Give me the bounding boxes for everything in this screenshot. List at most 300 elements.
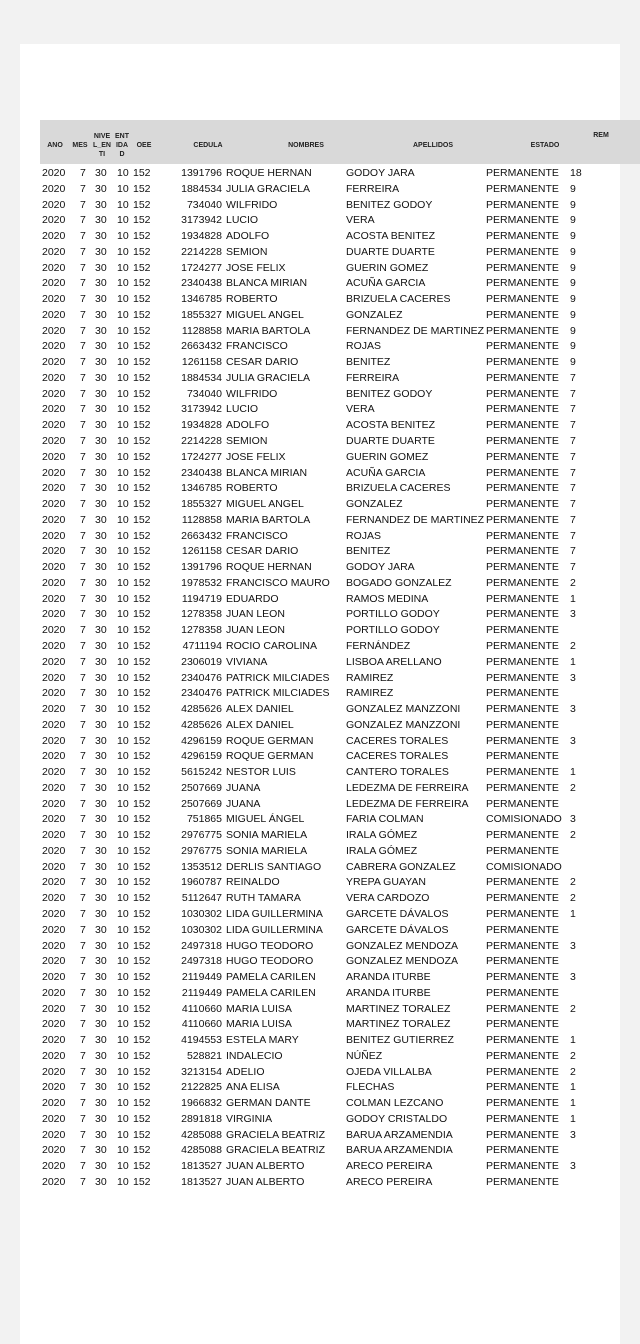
cell-rem: 9	[570, 230, 576, 243]
cell-nivel: 30	[95, 955, 107, 968]
cell-entidad: 10	[117, 734, 129, 747]
cell-nombres: LIDA GUILLERMINA	[226, 907, 323, 920]
cell-mes: 7	[80, 1065, 86, 1078]
cell-estado: PERMANENTE	[486, 1128, 559, 1141]
cell-rem: 9	[570, 214, 576, 227]
cell-nivel: 30	[95, 971, 107, 984]
cell-nombres: JUANA	[226, 797, 261, 810]
cell-estado: PERMANENTE	[486, 829, 559, 842]
cell-oee: 152	[133, 797, 151, 810]
cell-nombres: SEMION	[226, 435, 268, 448]
cell-rem: 3	[570, 703, 576, 716]
cell-cedula: 2119449	[181, 986, 222, 999]
cell-cedula: 1278358	[181, 608, 222, 621]
cell-mes: 7	[80, 939, 86, 952]
cell-nombres: JOSE FELIX	[226, 261, 286, 274]
cell-nombres: MIGUEL ÁNGEL	[226, 813, 305, 826]
cell-apellidos: CABRERA GONZALEZ	[346, 860, 456, 873]
cell-estado: PERMANENTE	[486, 766, 559, 779]
table-row	[40, 497, 640, 513]
table-row	[40, 1143, 640, 1159]
table-row	[40, 308, 640, 324]
cell-estado: PERMANENTE	[486, 1176, 559, 1188]
cell-estado: PERMANENTE	[486, 671, 559, 684]
cell-apellidos: GARCETE DÁVALOS	[346, 923, 449, 936]
header-rem: REM	[593, 132, 609, 139]
cell-mes: 7	[80, 876, 86, 889]
cell-apellidos: LISBOA ARELLANO	[346, 655, 442, 668]
cell-estado: PERMANENTE	[486, 545, 559, 558]
cell-ano: 2020	[42, 513, 66, 526]
cell-nombres: JUAN ALBERTO	[226, 1176, 305, 1188]
cell-entidad: 10	[117, 230, 129, 243]
cell-estado: PERMANENTE	[486, 356, 559, 369]
cell-entidad: 10	[117, 971, 129, 984]
cell-cedula: 1855327	[181, 498, 222, 511]
cell-oee: 152	[133, 592, 151, 605]
cell-rem: 2	[570, 876, 576, 889]
cell-entidad: 10	[117, 892, 129, 905]
cell-ano: 2020	[42, 545, 66, 558]
cell-oee: 152	[133, 1065, 151, 1078]
cell-entidad: 10	[117, 513, 129, 526]
cell-oee: 152	[133, 576, 151, 589]
cell-apellidos: BARUA ARZAMENDIA	[346, 1144, 453, 1157]
cell-mes: 7	[80, 1034, 86, 1047]
table-row	[40, 1128, 640, 1144]
cell-ano: 2020	[42, 766, 66, 779]
cell-mes: 7	[80, 576, 86, 589]
cell-ano: 2020	[42, 797, 66, 810]
cell-entidad: 10	[117, 1002, 129, 1015]
table-row	[40, 797, 640, 813]
cell-nombres: SONIA MARIELA	[226, 829, 308, 842]
cell-nivel: 30	[95, 907, 107, 920]
cell-entidad: 10	[117, 655, 129, 668]
cell-ano: 2020	[42, 1049, 66, 1062]
cell-nombres: VIRGINIA	[226, 1112, 273, 1125]
cell-apellidos: MARTINEZ TORALEZ	[346, 1002, 451, 1015]
cell-estado: PERMANENTE	[486, 513, 559, 526]
cell-estado: PERMANENTE	[486, 1097, 559, 1110]
header-apellidos: APELLIDOS	[412, 142, 454, 149]
cell-rem: 3	[570, 734, 576, 747]
cell-entidad: 10	[117, 608, 129, 621]
cell-mes: 7	[80, 498, 86, 511]
header-estado: ESTADO	[530, 142, 560, 149]
cell-oee: 152	[133, 561, 151, 574]
cell-nombres: MARIA LUISA	[226, 1002, 292, 1015]
cell-nivel: 30	[95, 356, 107, 369]
table-row	[40, 1096, 640, 1112]
cell-apellidos: RAMOS MEDINA	[346, 592, 429, 605]
cell-mes: 7	[80, 813, 86, 826]
cell-entidad: 10	[117, 813, 129, 826]
cell-ano: 2020	[42, 813, 66, 826]
cell-nivel: 30	[95, 1112, 107, 1125]
cell-nombres: FRANCISCO MAURO	[226, 576, 330, 589]
cell-nombres: HUGO TEODORO	[226, 955, 314, 968]
cell-mes: 7	[80, 198, 86, 211]
table-row	[40, 954, 640, 970]
cell-apellidos: BENITEZ GODOY	[346, 387, 433, 400]
cell-mes: 7	[80, 1160, 86, 1173]
cell-nombres: WILFRIDO	[226, 198, 278, 211]
cell-apellidos: FERNANDEZ DE MARTINEZ	[346, 513, 485, 526]
cell-cedula: 1934828	[181, 419, 222, 432]
cell-entidad: 10	[117, 955, 129, 968]
cell-ano: 2020	[42, 182, 66, 195]
cell-ano: 2020	[42, 639, 66, 652]
cell-rem: 1	[570, 1034, 576, 1047]
cell-nombres: PAMELA CARILEN	[226, 971, 316, 984]
cell-nombres: WILFRIDO	[226, 387, 278, 400]
cell-nivel: 30	[95, 1160, 107, 1173]
cell-cedula: 1391796	[181, 167, 222, 179]
cell-nombres: BLANCA MIRIAN	[226, 277, 308, 290]
header-ano: ANO	[47, 142, 63, 149]
cell-nivel: 30	[95, 545, 107, 558]
cell-oee: 152	[133, 403, 151, 416]
cell-oee: 152	[133, 245, 151, 258]
table-row	[40, 1017, 640, 1033]
cell-nivel: 30	[95, 1176, 107, 1188]
cell-oee: 152	[133, 308, 151, 321]
cell-ano: 2020	[42, 293, 66, 306]
cell-nivel: 30	[95, 592, 107, 605]
cell-oee: 152	[133, 513, 151, 526]
cell-nombres: RUTH TAMARA	[226, 892, 301, 905]
cell-oee: 152	[133, 829, 151, 842]
table-row	[40, 355, 640, 371]
cell-cedula: 528821	[186, 1049, 222, 1062]
cell-estado: PERMANENTE	[486, 387, 559, 400]
cell-apellidos: ARECO PEREIRA	[346, 1176, 433, 1188]
cell-entidad: 10	[117, 1018, 129, 1031]
cell-entidad: 10	[117, 324, 129, 337]
cell-oee: 152	[133, 261, 151, 274]
cell-entidad: 10	[117, 545, 129, 558]
cell-estado: PERMANENTE	[486, 687, 559, 700]
cell-estado: PERMANENTE	[486, 167, 559, 179]
cell-oee: 152	[133, 955, 151, 968]
cell-nivel: 30	[95, 1018, 107, 1031]
cell-rem: 3	[570, 813, 576, 826]
cell-estado: PERMANENTE	[486, 703, 559, 716]
cell-nivel: 30	[95, 513, 107, 526]
cell-ano: 2020	[42, 482, 66, 495]
cell-oee: 152	[133, 639, 151, 652]
cell-cedula: 2340438	[181, 277, 222, 290]
table-row	[40, 1049, 640, 1065]
cell-ano: 2020	[42, 608, 66, 621]
cell-mes: 7	[80, 687, 86, 700]
table-row	[40, 907, 640, 923]
table-row	[40, 198, 640, 214]
table-row	[40, 875, 640, 891]
cell-nivel: 30	[95, 829, 107, 842]
cell-nivel: 30	[95, 245, 107, 258]
cell-oee: 152	[133, 986, 151, 999]
cell-mes: 7	[80, 435, 86, 448]
cell-estado: PERMANENTE	[486, 955, 559, 968]
cell-entidad: 10	[117, 1097, 129, 1110]
cell-ano: 2020	[42, 671, 66, 684]
cell-oee: 152	[133, 214, 151, 227]
cell-oee: 152	[133, 1018, 151, 1031]
cell-entidad: 10	[117, 182, 129, 195]
cell-apellidos: GONZALEZ MANZZONI	[346, 718, 461, 731]
cell-nivel: 30	[95, 277, 107, 290]
cell-apellidos: GONZALEZ MENDOZA	[346, 939, 459, 952]
cell-entidad: 10	[117, 592, 129, 605]
cell-cedula: 5615242	[181, 766, 222, 779]
cell-nivel: 30	[95, 766, 107, 779]
cell-entidad: 10	[117, 403, 129, 416]
cell-oee: 152	[133, 324, 151, 337]
cell-cedula: 1194719	[181, 592, 222, 605]
cell-cedula: 4110660	[181, 1002, 222, 1015]
cell-nivel: 30	[95, 308, 107, 321]
cell-entidad: 10	[117, 261, 129, 274]
cell-oee: 152	[133, 387, 151, 400]
cell-cedula: 2891818	[181, 1112, 222, 1125]
cell-ano: 2020	[42, 876, 66, 889]
table-row	[40, 182, 640, 198]
table-row	[40, 1002, 640, 1018]
cell-nombres: FRANCISCO	[226, 529, 288, 542]
cell-nivel: 30	[95, 403, 107, 416]
cell-mes: 7	[80, 1128, 86, 1141]
cell-estado: PERMANENTE	[486, 939, 559, 952]
cell-estado: PERMANENTE	[486, 750, 559, 763]
cell-ano: 2020	[42, 971, 66, 984]
cell-ano: 2020	[42, 1112, 66, 1125]
cell-estado: PERMANENTE	[486, 923, 559, 936]
header-nivel: NIVE L_EN TI	[93, 133, 111, 158]
table-row	[40, 718, 640, 734]
cell-rem: 7	[570, 466, 576, 479]
cell-estado: PERMANENTE	[486, 876, 559, 889]
cell-nombres: ROQUE HERNAN	[226, 561, 312, 574]
cell-oee: 152	[133, 608, 151, 621]
cell-nombres: MIGUEL ANGEL	[226, 308, 304, 321]
cell-rem: 7	[570, 450, 576, 463]
cell-estado: PERMANENTE	[486, 277, 559, 290]
cell-cedula: 1966832	[181, 1097, 222, 1110]
cell-apellidos: ARANDA ITURBE	[346, 986, 431, 999]
cell-entidad: 10	[117, 466, 129, 479]
cell-ano: 2020	[42, 466, 66, 479]
cell-mes: 7	[80, 324, 86, 337]
cell-apellidos: BENITEZ	[346, 545, 391, 558]
cell-apellidos: CACERES TORALES	[346, 734, 449, 747]
cell-rem: 3	[570, 1128, 576, 1141]
cell-estado: PERMANENTE	[486, 450, 559, 463]
cell-mes: 7	[80, 907, 86, 920]
cell-mes: 7	[80, 655, 86, 668]
cell-cedula: 1128858	[181, 513, 222, 526]
cell-estado: PERMANENTE	[486, 198, 559, 211]
cell-apellidos: ACOSTA BENITEZ	[346, 230, 436, 243]
cell-cedula: 1934828	[181, 230, 222, 243]
table-row	[40, 607, 640, 623]
cell-cedula: 1261158	[181, 356, 222, 369]
cell-ano: 2020	[42, 939, 66, 952]
cell-apellidos: YREPA GUAYAN	[346, 876, 426, 889]
cell-estado: PERMANENTE	[486, 419, 559, 432]
cell-mes: 7	[80, 639, 86, 652]
cell-cedula: 1813527	[181, 1160, 222, 1173]
cell-entidad: 10	[117, 923, 129, 936]
cell-estado: PERMANENTE	[486, 844, 559, 857]
table-row	[40, 560, 640, 576]
cell-ano: 2020	[42, 923, 66, 936]
cell-rem: 2	[570, 1065, 576, 1078]
cell-oee: 152	[133, 230, 151, 243]
table-row	[40, 1112, 640, 1128]
cell-apellidos: ARECO PEREIRA	[346, 1160, 433, 1173]
cell-entidad: 10	[117, 1081, 129, 1094]
cell-rem: 2	[570, 892, 576, 905]
cell-rem: 3	[570, 1160, 576, 1173]
cell-oee: 152	[133, 450, 151, 463]
cell-cedula: 1353512	[181, 860, 222, 873]
cell-ano: 2020	[42, 907, 66, 920]
cell-rem: 9	[570, 245, 576, 258]
cell-mes: 7	[80, 545, 86, 558]
cell-cedula: 1978532	[181, 576, 222, 589]
cell-mes: 7	[80, 214, 86, 227]
cell-apellidos: ROJAS	[346, 529, 382, 542]
cell-estado: PERMANENTE	[486, 403, 559, 416]
cell-oee: 152	[133, 277, 151, 290]
cell-entidad: 10	[117, 340, 129, 353]
cell-apellidos: FERREIRA	[346, 182, 400, 195]
cell-cedula: 2340438	[181, 466, 222, 479]
table-row	[40, 986, 640, 1002]
table-row	[40, 891, 640, 907]
cell-mes: 7	[80, 245, 86, 258]
table-row	[40, 639, 640, 655]
cell-nombres: GRACIELA BEATRIZ	[226, 1128, 325, 1141]
cell-nivel: 30	[95, 923, 107, 936]
cell-nombres: FRANCISCO	[226, 340, 288, 353]
cell-oee: 152	[133, 419, 151, 432]
cell-cedula: 1278358	[181, 624, 222, 637]
cell-oee: 152	[133, 1097, 151, 1110]
cell-nivel: 30	[95, 167, 107, 179]
cell-entidad: 10	[117, 387, 129, 400]
cell-cedula: 1128858	[181, 324, 222, 337]
cell-oee: 152	[133, 734, 151, 747]
cell-nivel: 30	[95, 639, 107, 652]
cell-entidad: 10	[117, 1112, 129, 1125]
cell-ano: 2020	[42, 892, 66, 905]
cell-rem: 3	[570, 939, 576, 952]
cell-nivel: 30	[95, 293, 107, 306]
cell-rem: 7	[570, 482, 576, 495]
cell-oee: 152	[133, 655, 151, 668]
table-row	[40, 765, 640, 781]
cell-estado: PERMANENTE	[486, 1065, 559, 1078]
cell-apellidos: ACOSTA BENITEZ	[346, 419, 436, 432]
cell-nombres: EDUARDO	[226, 592, 279, 605]
cell-ano: 2020	[42, 498, 66, 511]
cell-nivel: 30	[95, 261, 107, 274]
cell-entidad: 10	[117, 844, 129, 857]
table-row	[40, 229, 640, 245]
cell-estado: COMISIONADO	[486, 860, 562, 873]
cell-rem: 7	[570, 545, 576, 558]
cell-entidad: 10	[117, 419, 129, 432]
cell-rem: 7	[570, 387, 576, 400]
cell-entidad: 10	[117, 561, 129, 574]
cell-nombres: LUCIO	[226, 214, 259, 227]
table-row	[40, 1159, 640, 1175]
cell-mes: 7	[80, 971, 86, 984]
cell-estado: COMISIONADO	[486, 813, 562, 826]
cell-apellidos: GODOY CRISTALDO	[346, 1112, 448, 1125]
cell-mes: 7	[80, 703, 86, 716]
cell-cedula: 2306019	[181, 655, 222, 668]
table-row	[40, 434, 640, 450]
cell-apellidos: RAMIREZ	[346, 687, 394, 700]
cell-oee: 152	[133, 939, 151, 952]
cell-estado: PERMANENTE	[486, 734, 559, 747]
cell-entidad: 10	[117, 198, 129, 211]
table-row	[40, 466, 640, 482]
cell-ano: 2020	[42, 687, 66, 700]
cell-nombres: ADOLFO	[226, 419, 270, 432]
cell-apellidos: IRALA GÓMEZ	[346, 844, 418, 857]
cell-ano: 2020	[42, 1160, 66, 1173]
cell-cedula: 2507669	[181, 781, 222, 794]
cell-mes: 7	[80, 718, 86, 731]
cell-rem: 9	[570, 324, 576, 337]
cell-rem: 7	[570, 403, 576, 416]
cell-oee: 152	[133, 1112, 151, 1125]
cell-oee: 152	[133, 545, 151, 558]
cell-estado: PERMANENTE	[486, 1034, 559, 1047]
cell-nombres: MARIA BARTOLA	[226, 324, 311, 337]
cell-mes: 7	[80, 1176, 86, 1188]
cell-entidad: 10	[117, 450, 129, 463]
table-row	[40, 481, 640, 497]
cell-rem: 9	[570, 277, 576, 290]
table-row	[40, 324, 640, 340]
cell-estado: PERMANENTE	[486, 466, 559, 479]
cell-nombres: GRACIELA BEATRIZ	[226, 1144, 325, 1157]
cell-apellidos: BARUA ARZAMENDIA	[346, 1128, 453, 1141]
cell-rem: 1	[570, 1097, 576, 1110]
cell-apellidos: DUARTE DUARTE	[346, 435, 435, 448]
cell-entidad: 10	[117, 1144, 129, 1157]
cell-nivel: 30	[95, 844, 107, 857]
cell-mes: 7	[80, 1112, 86, 1125]
cell-rem: 2	[570, 781, 576, 794]
cell-mes: 7	[80, 387, 86, 400]
cell-mes: 7	[80, 371, 86, 384]
cell-rem: 3	[570, 971, 576, 984]
cell-entidad: 10	[117, 214, 129, 227]
cell-mes: 7	[80, 293, 86, 306]
cell-ano: 2020	[42, 371, 66, 384]
cell-apellidos: BRIZUELA CACERES	[346, 293, 451, 306]
cell-rem: 7	[570, 561, 576, 574]
cell-nivel: 30	[95, 529, 107, 542]
cell-estado: PERMANENTE	[486, 435, 559, 448]
